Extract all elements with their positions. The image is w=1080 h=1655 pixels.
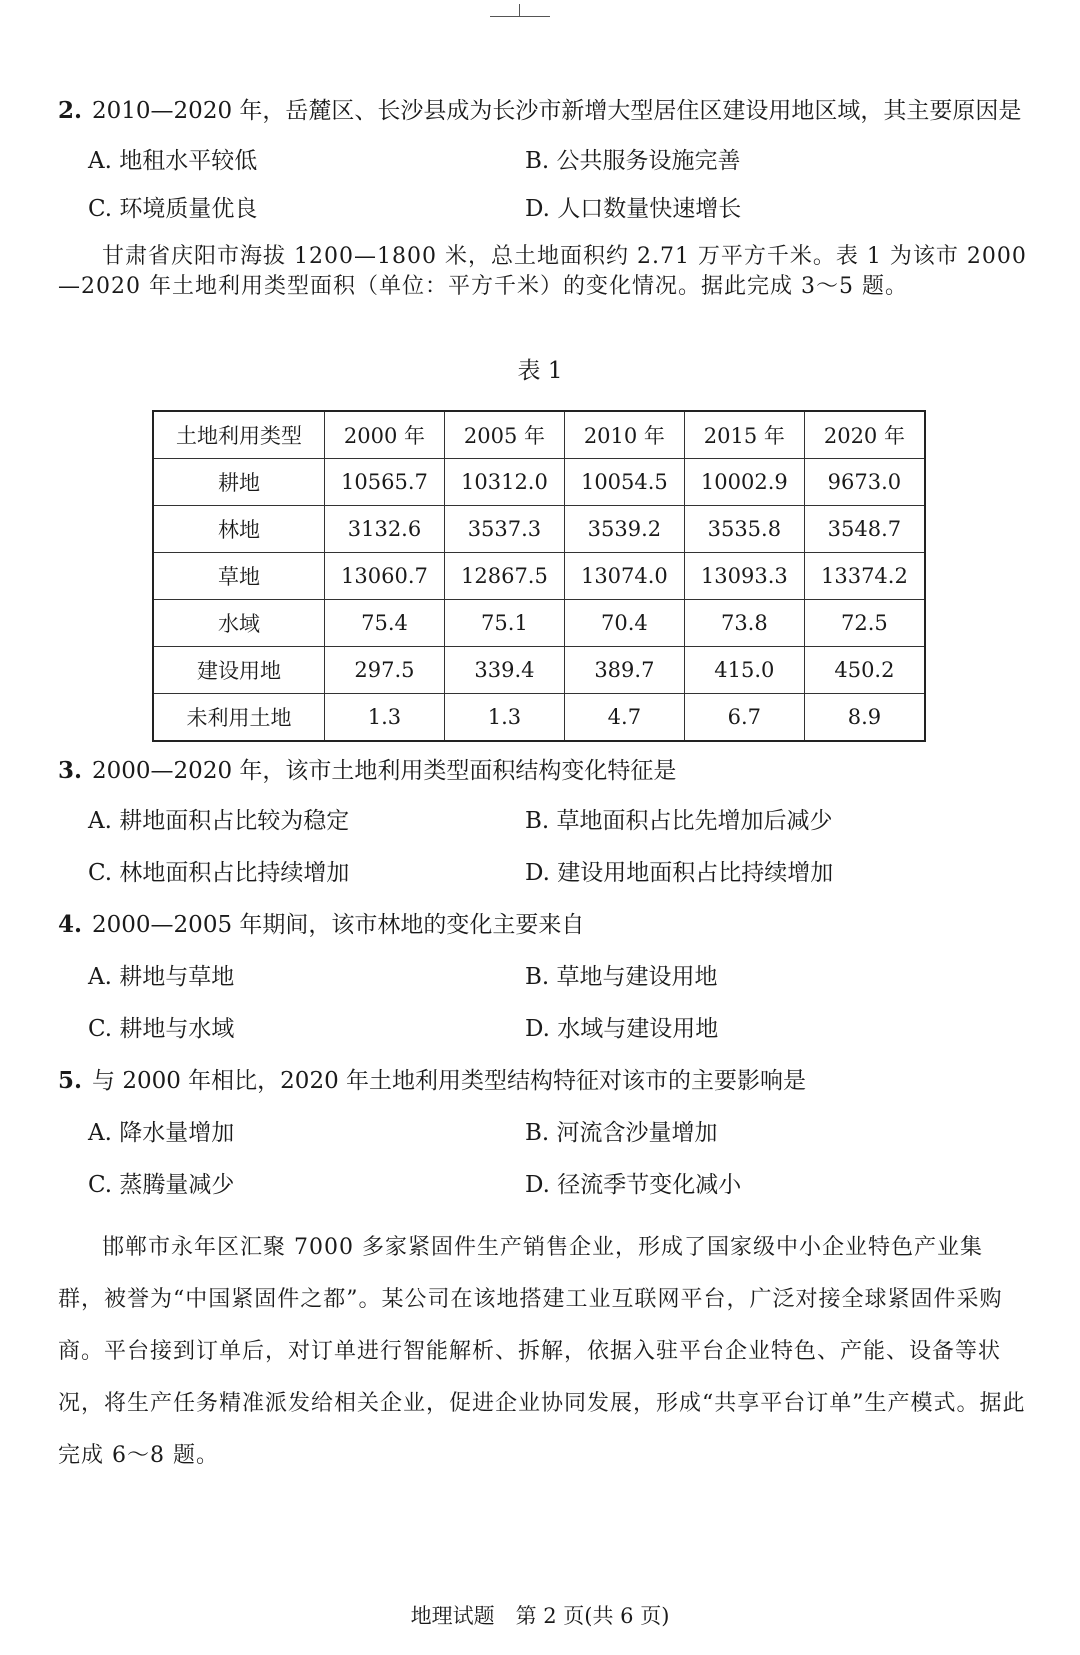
- table-cell: 415.0: [684, 647, 804, 694]
- question-4-option-b[interactable]: B. 草地与建设用地: [525, 964, 718, 990]
- question-number: 4.: [58, 911, 83, 938]
- question-2-stem: [58, 96, 1021, 126]
- page-top-mark: [490, 0, 550, 17]
- table-header: 2010 年: [564, 411, 684, 459]
- table-header: 2005 年: [444, 411, 564, 459]
- table-row: [153, 600, 925, 647]
- table-cell: 75.1: [444, 600, 564, 647]
- table-cell: 草地: [153, 553, 325, 600]
- table-cell: 未利用土地: [153, 694, 325, 742]
- table-row: [153, 459, 925, 506]
- question-5-option-c[interactable]: C. 蒸腾量减少: [88, 1172, 235, 1198]
- table-cell: 林地: [153, 506, 325, 553]
- question-4-option-c[interactable]: C. 耕地与水域: [88, 1016, 235, 1042]
- table-cell: 3537.3: [444, 506, 564, 553]
- table-cell: 1.3: [444, 694, 564, 742]
- question-text: 2000—2020 年，该市土地利用类型面积结构变化特征是: [92, 758, 677, 784]
- table-cell: 73.8: [684, 600, 804, 647]
- table-row: [153, 553, 925, 600]
- table-cell: 3132.6: [325, 506, 445, 553]
- page-footer: 地理试题 第 2 页(共 6 页): [410, 1604, 670, 1628]
- table-cell: 建设用地: [153, 647, 325, 694]
- question-number: 5.: [58, 1067, 83, 1094]
- table-cell: 9673.0: [804, 459, 925, 506]
- question-2-option-d[interactable]: D. 人口数量快速增长: [525, 196, 742, 222]
- table-row: [153, 506, 925, 553]
- table-cell: 13060.7: [325, 553, 445, 600]
- table-cell: 70.4: [564, 600, 684, 647]
- table-cell: 13093.3: [684, 553, 804, 600]
- table-cell: 450.2: [804, 647, 925, 694]
- question-5-stem: [58, 1066, 806, 1096]
- table-cell: 8.9: [804, 694, 925, 742]
- table-cell: 12867.5: [444, 553, 564, 600]
- table-row: [153, 647, 925, 694]
- table-header: 2015 年: [684, 411, 804, 459]
- table-caption: 表 1: [517, 358, 563, 384]
- intro-paragraph-1: 甘肃省庆阳市海拔 1200—1800 米，总土地面积约 2.71 万平方千米。表 1 为该市 2000—2020 年土地利用类型面积（单位：平方千米）的变化情况。据此完成 3～5 题。: [58, 244, 1027, 299]
- question-2-option-b[interactable]: B. 公共服务设施完善: [525, 148, 741, 174]
- table-cell: 3535.8: [684, 506, 804, 553]
- table-header-row: [153, 411, 925, 459]
- table-cell: 75.4: [325, 600, 445, 647]
- question-2-option-a[interactable]: A. 地租水平较低: [88, 148, 258, 174]
- table-cell: 3539.2: [564, 506, 684, 553]
- table-cell: 72.5: [804, 600, 925, 647]
- question-3-stem: [58, 756, 676, 786]
- table-cell: 3548.7: [804, 506, 925, 553]
- question-3-option-d[interactable]: D. 建设用地面积占比持续增加: [525, 860, 834, 886]
- table-cell: 389.7: [564, 647, 684, 694]
- land-use-table: [152, 410, 926, 742]
- question-2-option-c[interactable]: C. 环境质量优良: [88, 196, 258, 222]
- question-3-option-c[interactable]: C. 林地面积占比持续增加: [88, 860, 350, 886]
- question-text: 2000—2005 年期间，该市林地的变化主要来自: [92, 912, 585, 938]
- intro-paragraph-2: 邯郸市永年区汇聚 7000 多家紧固件生产销售企业，形成了国家级中小企业特色产业集群，被誉为“中国紧固件之都”。某公司在该地搭建工业互联网平台，广泛对接全球紧固件采购商。平台接到订单后，对订单进行智能解析、拆解，依据入驻平台企业特色、产能、设备等状况，将生产任务精准派发给相关企业，促进企业协同发展，形成“共享平台订单”生产模式。据此完成 6～8 题。: [58, 1235, 1026, 1468]
- question-text: 与 2000 年相比，2020 年土地利用类型结构特征对该市的主要影响是: [92, 1068, 807, 1094]
- table-cell: 10002.9: [684, 459, 804, 506]
- table-cell: 水域: [153, 600, 325, 647]
- question-4-stem: [58, 910, 584, 940]
- question-4-option-d[interactable]: D. 水域与建设用地: [525, 1016, 719, 1042]
- question-4-option-a[interactable]: A. 耕地与草地: [88, 964, 235, 990]
- table-cell: 10312.0: [444, 459, 564, 506]
- table-cell: 6.7: [684, 694, 804, 742]
- question-number: 3.: [58, 757, 83, 784]
- question-5-option-b[interactable]: B. 河流含沙量增加: [525, 1120, 718, 1146]
- question-3-option-a[interactable]: A. 耕地面积占比较为稳定: [88, 808, 350, 834]
- table-row: [153, 694, 925, 742]
- question-3-option-b[interactable]: B. 草地面积占比先增加后减少: [525, 808, 833, 834]
- table-cell: 4.7: [564, 694, 684, 742]
- question-5-option-a[interactable]: A. 降水量增加: [88, 1120, 235, 1146]
- table-cell: 10565.7: [325, 459, 445, 506]
- table-cell: 耕地: [153, 459, 325, 506]
- question-number: 2.: [58, 97, 83, 124]
- table-header: 2020 年: [804, 411, 925, 459]
- table-header: 2000 年: [325, 411, 445, 459]
- table-cell: 1.3: [325, 694, 445, 742]
- question-5-option-d[interactable]: D. 径流季节变化减小: [525, 1172, 742, 1198]
- table-cell: 10054.5: [564, 459, 684, 506]
- table-cell: 297.5: [325, 647, 445, 694]
- table-cell: 13074.0: [564, 553, 684, 600]
- question-text: 2010—2020 年，岳麓区、长沙县成为长沙市新增大型居住区建设用地区域，其主要原因是: [92, 98, 1022, 124]
- table-cell: 13374.2: [804, 553, 925, 600]
- table-cell: 339.4: [444, 647, 564, 694]
- table-header: 土地利用类型: [153, 411, 325, 459]
